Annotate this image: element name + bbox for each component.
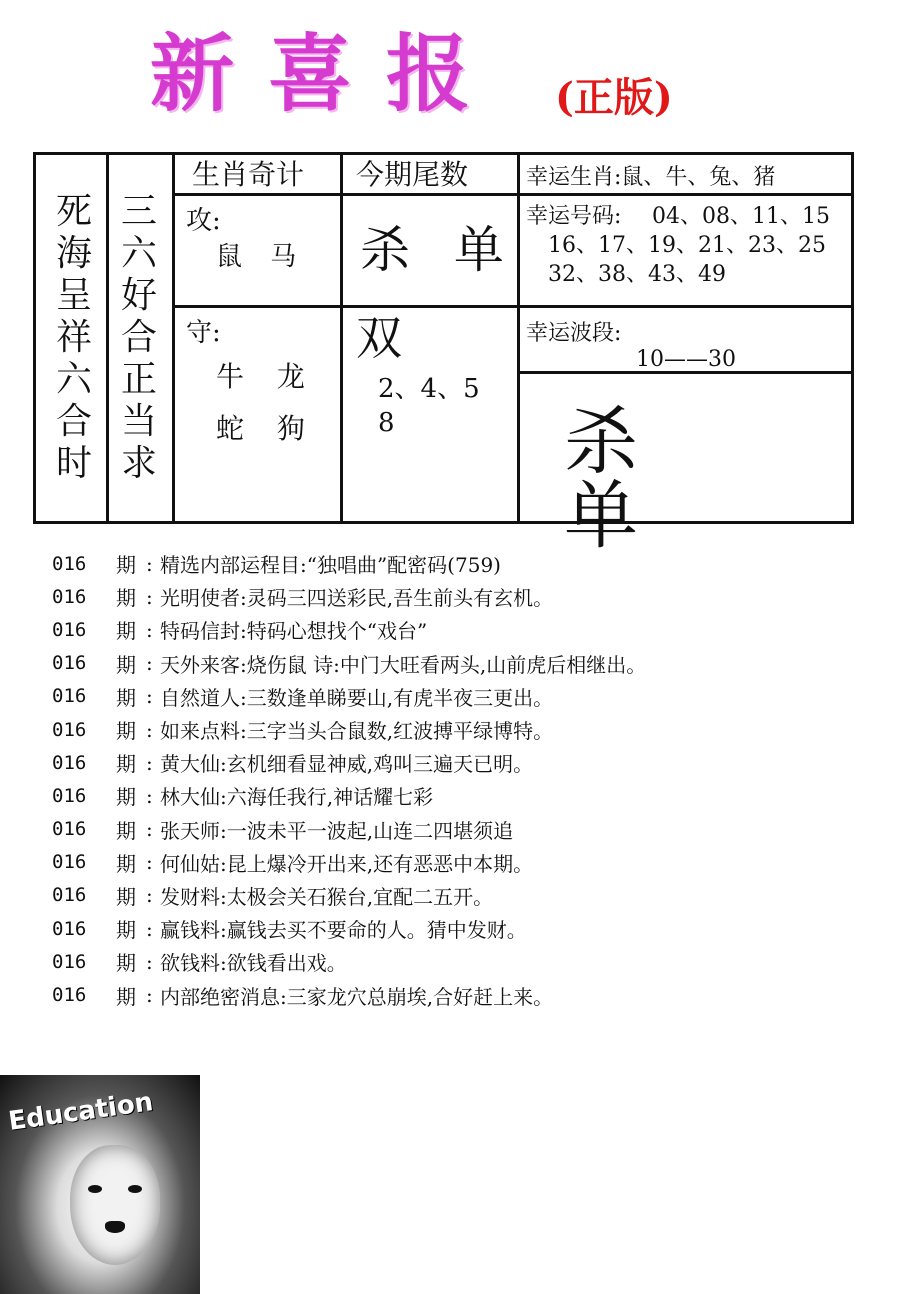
kill-single-tail: 杀 单: [360, 221, 518, 279]
separator: :: [146, 983, 153, 1008]
tip-row: [52, 613, 892, 646]
tip-row: [52, 713, 892, 746]
lucky-numbers-label: 幸运号码:: [526, 204, 622, 229]
tip-text: 发财料:太极会关石猴台,宜配二五开。: [160, 884, 494, 909]
tip-text: 精选内部运程目:“独唱曲”配密码(759): [160, 553, 501, 578]
separator: :: [146, 617, 153, 642]
tip-text: 欲钱料:欲钱看出戏。: [160, 951, 347, 976]
tip-row: [52, 846, 892, 879]
tip-row: [52, 945, 892, 978]
issue-suffix: 期: [116, 752, 136, 777]
issue-suffix: 期: [116, 951, 136, 976]
tip-text: 特码信封:特码心想找个“戏台”: [160, 619, 428, 644]
lucky-numbers-row: 16、17、19、21、23、25: [548, 233, 826, 258]
separator: :: [146, 817, 153, 842]
tip-text: 黄大仙:玄机细看显神威,鸡叫三遍天已明。: [160, 752, 534, 777]
vertical-slogan-2: [117, 191, 161, 485]
slogan-char: 呈: [55, 275, 92, 316]
issue-suffix: 期: [116, 918, 136, 943]
issue-number: 016: [52, 585, 87, 608]
slogan-char: 六: [55, 359, 92, 400]
separator: :: [146, 850, 153, 875]
tip-row: [52, 879, 892, 912]
issue-suffix: 期: [116, 652, 136, 677]
issue-suffix: 期: [116, 851, 136, 876]
tip-row: [52, 779, 892, 812]
issue-number: 016: [52, 818, 87, 841]
attack-animals: 鼠 马: [216, 242, 307, 272]
tip-row: [52, 647, 892, 680]
lucky-zodiac: 幸运生肖:鼠、牛、兔、猪: [526, 165, 776, 190]
issue-suffix: 期: [116, 553, 136, 578]
issue-suffix: 期: [116, 719, 136, 744]
slogan-char: 当: [120, 401, 157, 442]
prediction-table: [33, 152, 854, 559]
tip-text: 何仙姑:昆上爆冷开出来,还有恶恶中本期。: [160, 851, 534, 876]
slogan-char: 好: [120, 275, 157, 316]
tip-row: [52, 746, 892, 779]
tip-text: 内部绝密消息:三家龙穴总崩埃,合好赶上来。: [160, 984, 554, 1009]
attack-label: 攻:: [186, 206, 221, 236]
issue-number: 016: [52, 851, 87, 874]
tip-row: [52, 813, 892, 846]
tip-text: 张天师:一波未平一波起,山连二四堪须追: [160, 818, 514, 843]
even-label: 双: [356, 311, 402, 365]
issue-suffix: 期: [116, 818, 136, 843]
tip-row: [52, 978, 892, 1011]
badge-label: Education: [6, 1087, 155, 1137]
issue-suffix: 期: [116, 685, 136, 710]
slogan-char: 六: [120, 233, 157, 274]
cheetah-eye-icon: [88, 1185, 102, 1193]
issue-number: 016: [52, 618, 87, 641]
cheetah-nose-icon: [105, 1221, 125, 1233]
page-title: 新喜报: [150, 24, 505, 123]
separator: :: [146, 783, 153, 808]
table-divider: [517, 155, 520, 521]
even-numbers-row1: 2、4、5: [378, 374, 480, 404]
slogan-char: 合: [120, 317, 157, 358]
table-divider: [172, 305, 852, 308]
separator: :: [146, 651, 153, 676]
tip-row: [52, 580, 892, 613]
table-divider: [172, 155, 175, 521]
tip-text: 林大仙:六海任我行,神话耀七彩: [160, 785, 434, 810]
issue-suffix: 期: [116, 619, 136, 644]
edition-label: (正版): [555, 74, 673, 121]
slogan-char: 海: [55, 233, 92, 274]
slogan-char: 求: [120, 443, 157, 484]
lucky-numbers-row: 32、38、43、49: [548, 262, 726, 287]
tips-list: [52, 547, 892, 1012]
tip-text: 自然道人:三数逢单睇要山,有虎半夜三更出。: [160, 685, 554, 710]
tip-text: 赢钱料:赢钱去买不要命的人。猜中发财。: [160, 918, 527, 943]
issue-number: 016: [52, 751, 87, 774]
issue-number: 016: [52, 718, 87, 741]
issue-number: 016: [52, 685, 87, 708]
separator: :: [146, 949, 153, 974]
table-divider: [172, 193, 852, 196]
issue-suffix: 期: [116, 586, 136, 611]
slogan-char: 死: [55, 191, 92, 232]
tip-row: [52, 912, 892, 945]
cheetah-icon: [70, 1145, 160, 1265]
separator: :: [146, 883, 153, 908]
separator: :: [146, 584, 153, 609]
separator: :: [146, 551, 153, 576]
header-tail-number: 今期尾数: [356, 158, 469, 191]
issue-number: 016: [52, 984, 87, 1007]
table-divider: [340, 155, 343, 521]
tip-text: 天外来客:烧伤鼠 诗:中门大旺看两头,山前虎后相继出。: [160, 652, 647, 677]
tip-text: 光明使者:灵码三四送彩民,吾生前头有玄机。: [160, 586, 554, 611]
issue-number: 016: [52, 917, 87, 940]
even-numbers-row2: 8: [378, 408, 395, 438]
tip-row: [52, 680, 892, 713]
defend-label: 守:: [186, 318, 221, 348]
lucky-numbers-row: 04、08、11、15: [652, 204, 830, 229]
slogan-char: 正: [120, 359, 157, 400]
separator: :: [146, 717, 153, 742]
separator: :: [146, 750, 153, 775]
separator: :: [146, 684, 153, 709]
header-zodiac-plan: 生肖奇计: [192, 158, 305, 191]
issue-suffix: 期: [116, 984, 136, 1009]
defend-animals-row2: 蛇 狗: [216, 412, 317, 445]
defend-animals-row1: 牛 龙: [216, 360, 317, 393]
lucky-wave-range: 10——30: [636, 347, 736, 372]
lucky-wave-label: 幸运波段:: [526, 321, 622, 346]
kill-single-main: 杀 单: [564, 399, 682, 559]
separator: :: [146, 916, 153, 941]
issue-number: 016: [52, 552, 87, 575]
slogan-char: 时: [55, 443, 92, 484]
table-divider: [106, 155, 109, 521]
issue-number: 016: [52, 652, 87, 675]
issue-suffix: 期: [116, 884, 136, 909]
vertical-slogan-1: [52, 191, 96, 485]
slogan-char: 合: [55, 401, 92, 442]
slogan-char: 祥: [55, 317, 92, 358]
tip-text: 如来点料:三字当头合鼠数,红波搏平绿博特。: [160, 719, 554, 744]
cheetah-eye-icon: [128, 1185, 142, 1193]
issue-number: 016: [52, 784, 87, 807]
issue-suffix: 期: [116, 785, 136, 810]
issue-number: 016: [52, 950, 87, 973]
slogan-char: 三: [120, 191, 157, 232]
tip-row: [52, 547, 892, 580]
issue-number: 016: [52, 884, 87, 907]
education-badge: [0, 1075, 200, 1294]
